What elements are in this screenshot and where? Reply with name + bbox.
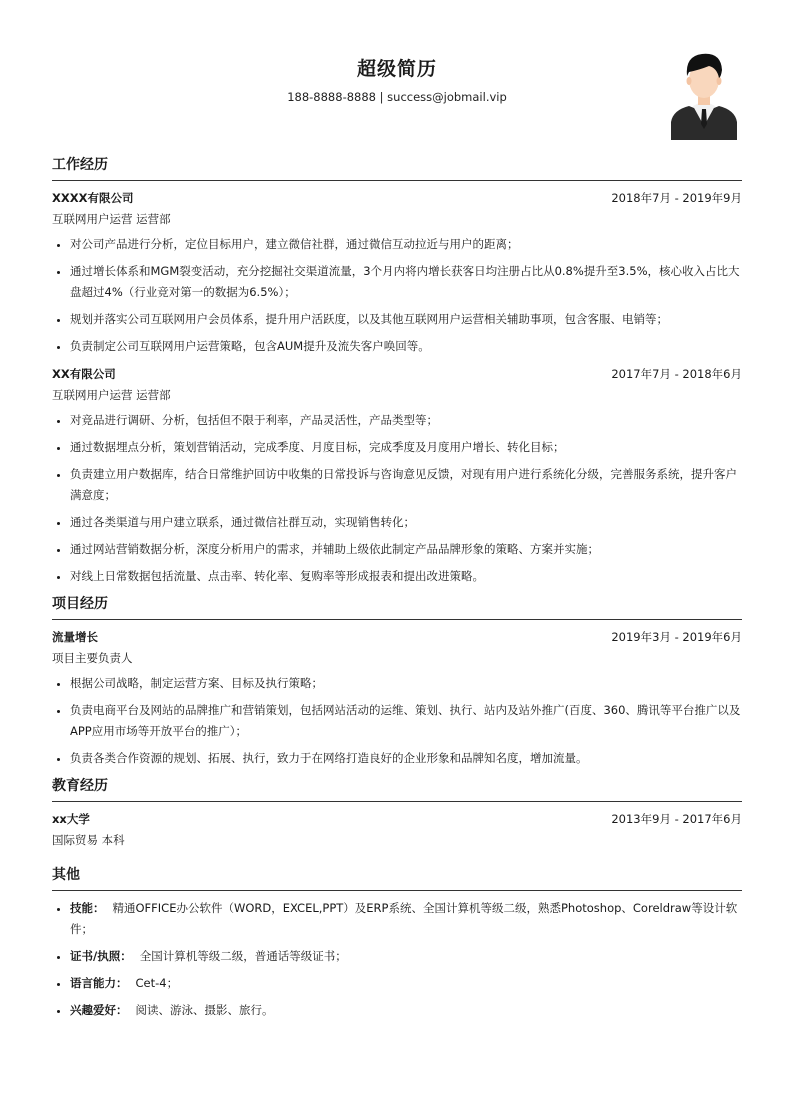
entry-role: 国际贸易 本科	[52, 833, 125, 847]
section-title-project: 项目经历	[52, 593, 742, 620]
bullet-list	[52, 234, 742, 357]
entry-org: xx大学	[52, 812, 90, 826]
entry-header	[52, 366, 742, 382]
list-item: • 规划并落实公司互联网用户会员体系，提升用户活跃度，以及其他互联网用户运营相关辅助事项，包含客服、电销等；	[70, 309, 742, 330]
entry-date: 2019年3月 - 2019年6月	[611, 630, 742, 644]
list-item	[70, 946, 742, 967]
item-value: 阅读、游泳、摄影、旅行。	[135, 1003, 274, 1017]
resume-header	[52, 0, 742, 150]
list-item: • 通过增长体系和MGM裂变活动，充分挖掘社交渠道流量，3个月内将内增长获客日均注册占比从0.8%提升至3.5%，核心收入占比大盘超过4%（行业竞对第一的数据为6.5%）；	[70, 261, 742, 303]
list-item: • 负责建立用户数据库，结合日常维护回访中收集的日常投诉与咨询意见反馈，对现有用户进行系统化分级，完善服务系统，提升客户满意度；	[70, 464, 742, 506]
bullet-list	[52, 410, 742, 587]
entry-role: 互联网用户运营 运营部	[52, 388, 171, 402]
item-key: 证书/执照：	[70, 949, 132, 963]
entry-header	[52, 629, 742, 645]
work-entry	[52, 366, 742, 587]
item-value: 精通OFFICE办公软件（WORD，EXCEL,PPT）及ERP系统、全国计算机等级二级，熟悉Photoshop、Coreldraw等设计软件；	[70, 901, 738, 936]
section-title-other: 其他	[52, 864, 742, 891]
entry-date: 2013年9月 - 2017年6月	[611, 812, 742, 826]
entry-org: XX有限公司	[52, 367, 116, 381]
entry-header	[52, 811, 742, 827]
list-item	[70, 973, 742, 994]
section-title-education: 教育经历	[52, 775, 742, 802]
bullet-list	[52, 673, 742, 769]
list-item: • 根据公司战略，制定运营方案、目标及执行策略；	[70, 673, 742, 694]
list-item: • 对线上日常数据包括流量、点击率、转化率、复购率等形成报表和提出改进策略。	[70, 566, 742, 587]
other-section	[52, 864, 742, 1021]
item-key: 技能：	[70, 901, 105, 915]
entry-date: 2017年7月 - 2018年6月	[611, 367, 742, 381]
resume-name: 超级简历	[356, 58, 437, 80]
entry-role: 项目主要负责人	[52, 651, 133, 665]
work-section	[52, 154, 742, 587]
list-item: • 对竞品进行调研、分析，包括但不限于利率，产品灵活性，产品类型等；	[70, 410, 742, 431]
item-value: Cet-4；	[135, 976, 179, 990]
entry-date: 2018年7月 - 2019年9月	[611, 191, 742, 205]
bullet-list	[52, 898, 742, 1021]
education-section	[52, 775, 742, 848]
list-item: • 对公司产品进行分析，定位目标用户，建立微信社群，通过微信互动拉近与用户的距离；	[70, 234, 742, 255]
education-entry	[52, 811, 742, 848]
resume-page	[52, 0, 742, 1027]
section-title-work: 工作经历	[52, 154, 742, 181]
entry-org: 流量增长	[52, 630, 98, 644]
list-item: • 通过数据埋点分析，策划营销活动，完成季度、月度目标，完成季度及月度用户增长、转化目标；	[70, 437, 742, 458]
list-item	[70, 1000, 742, 1021]
project-section	[52, 593, 742, 769]
entry-role: 互联网用户运营 运营部	[52, 212, 171, 226]
item-key: 兴趣爱好：	[70, 1003, 128, 1017]
work-entry	[52, 190, 742, 357]
entry-header	[52, 190, 742, 206]
contact-line: 188-8888-8888 | success@jobmail.vip	[287, 90, 507, 104]
list-item: • 负责电商平台及网站的品牌推广和营销策划，包括网站活动的运维、策划、执行、站内及站外推广(百度、360、腾讯等平台推广以及APP应用市场等开放平台的推广）；	[70, 700, 742, 742]
item-key: 语言能力：	[70, 976, 128, 990]
list-item: • 通过各类渠道与用户建立联系，通过微信社群互动，实现销售转化；	[70, 512, 742, 533]
avatar	[669, 46, 739, 140]
list-item: • 负责各类合作资源的规划、拓展、执行，致力于在网络打造良好的企业形象和品牌知名度，增加流量。	[70, 748, 742, 769]
project-entry	[52, 629, 742, 769]
list-item: • 负责制定公司互联网用户运营策略，包含AUM提升及流失客户唤回等。	[70, 336, 742, 357]
list-item	[70, 898, 742, 940]
entry-org: XXXX有限公司	[52, 191, 134, 205]
item-value: 全国计算机等级二级，普通话等级证书；	[139, 949, 347, 963]
list-item: • 通过网站营销数据分析，深度分析用户的需求，并辅助上级依此制定产品品牌形象的策略、方案并实施；	[70, 539, 742, 560]
